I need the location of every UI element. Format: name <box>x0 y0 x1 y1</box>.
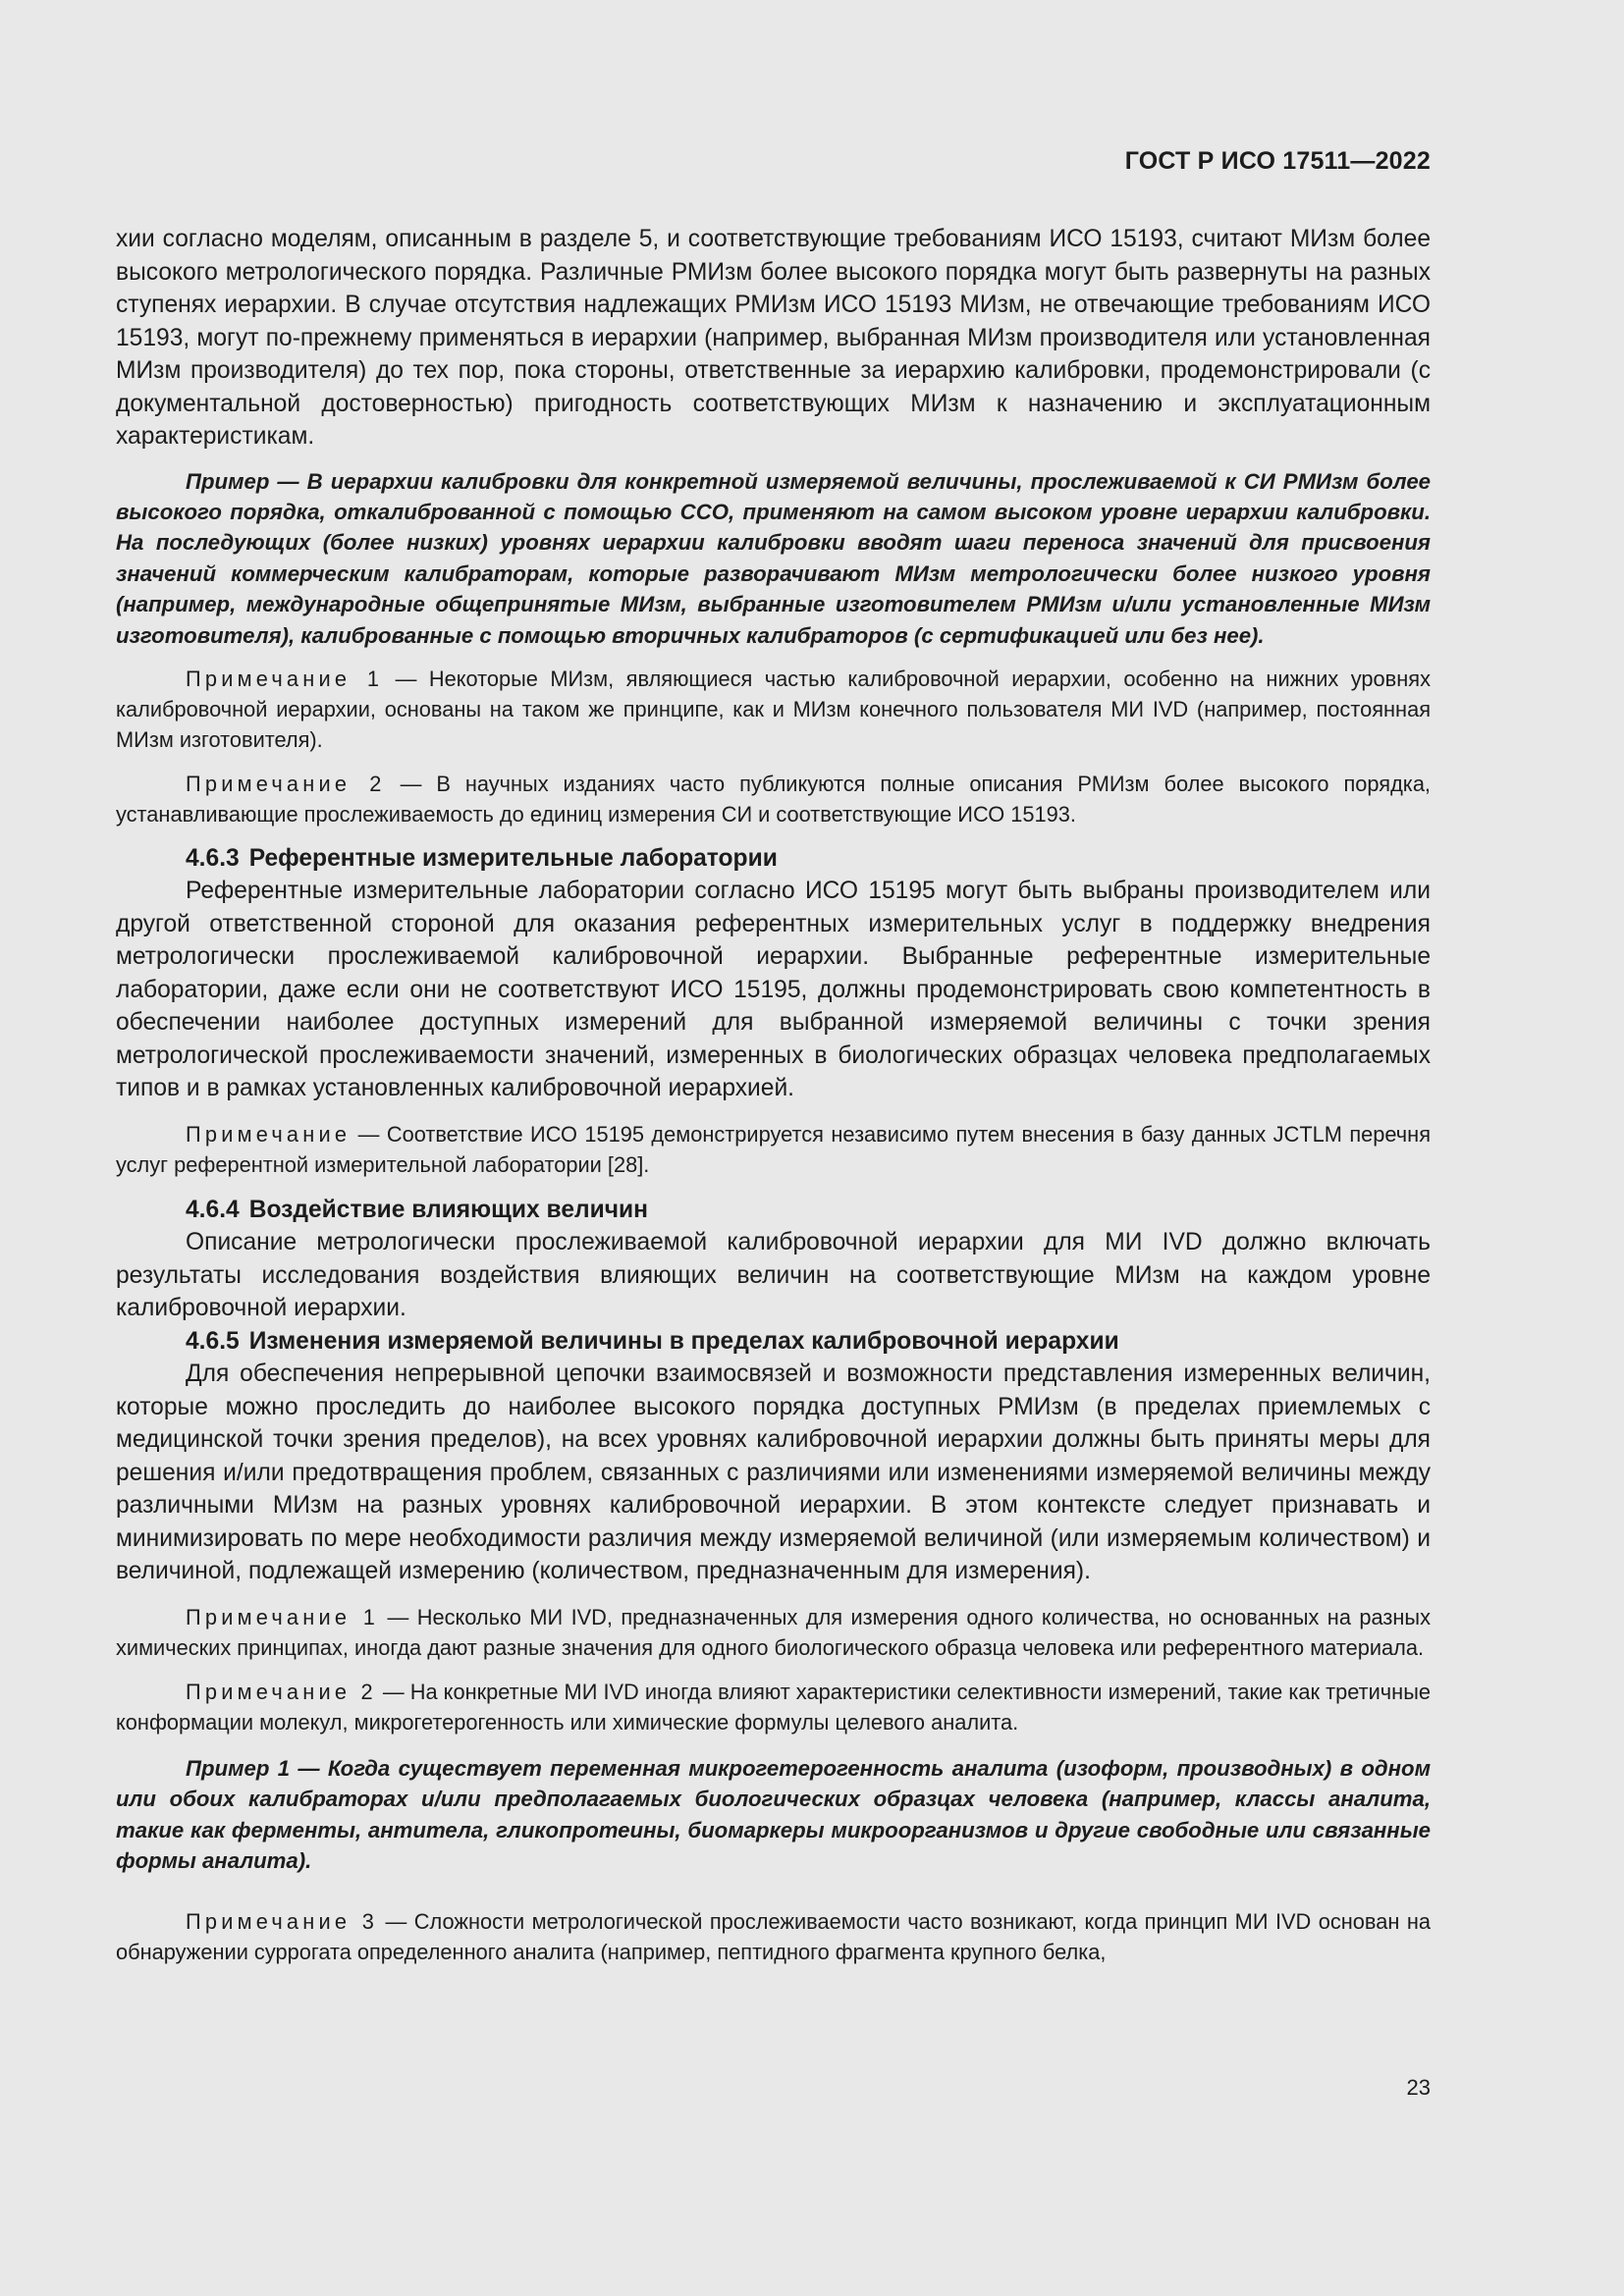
paragraph-4-6-4: Описание метрологически прослеживаемой калибровочной иерархии для МИ IVD должно включать результаты исследования воздействия влияющих величин на соответствующие МИзм на каждом уровне калибровочной иерархии. <box>116 1229 1431 1322</box>
note-text: — В научных изданиях часто публикуются полные описания РМИзм более высокого порядка, устанавливающие прослеживаемость до единиц измерения СИ и соответствующие ИСО 15193. <box>116 771 1431 827</box>
example-calibration-hierarchy: Пример — В иерархии калибровки для конкретной измеряемой величины, прослеживаемой к СИ РМИзм более высокого порядка, откалиброванной с помощью ССО, применяют на самом высоком уровне иерархии калибровки. На последующих (более низких) уровнях иерархии калибровки вводят шаги переноса значений для присвоения значений коммерческим калибраторам, которые разворачивают МИзм метрологически более низкого уровня (например, международные общепринятые МИзм, выбранные изготовителем РМИзм и/или установленные МИзм изготовителя), калиброванные с помощью вторичных калибраторов (с сертификацией или без нее). <box>116 468 1431 648</box>
note-label: Примечание 2 <box>186 1679 377 1704</box>
section-heading-4-6-5 <box>116 1325 1431 1359</box>
note-text: — Сложности метрологической прослеживаемости часто возникают, когда принцип МИ IVD основан на обнаружении суррогата определенного аналита (например, пептидного фрагмента крупного белка, <box>116 1908 1431 1964</box>
note-label: Примечание 3 <box>186 1908 379 1934</box>
paragraph-4-6-5: Для обеспечения непрерывной цепочки взаимосвязей и возможности представления измеренных величин, которые можно проследить до наиболее высокого порядка доступных РМИзм (в пределах приемлемых с медицинской точки зрения пределов), на всех уровнях калибровочной иерархии должны быть приняты меры для решения и/или предотвращения проблем, связанных с различиями или изменениями измеряемой величины между различными МИзм на разных уровнях калибровочной иерархии. В этом контексте следует признавать и минимизировать по мере необходимости различия между измеряемой величиной (или измеряемым количеством) и величиной, подлежащей измерению (количеством, предназначенным для измерения). <box>116 1361 1431 1585</box>
section-title: Референтные измерительные лаборатории <box>248 844 778 872</box>
note-jctlm <box>116 1119 1431 1180</box>
note-3-surrogate <box>116 1906 1431 1967</box>
note-label: Примечание 2 <box>186 771 386 796</box>
note-2-selectivity <box>116 1677 1431 1737</box>
note-text: — Некоторые МИзм, являющиеся частью калибровочной иерархии, особенно на нижних уровнях калибровочной иерархии, основаны на таком же принципе, как и МИзм конечного пользователя МИ IVD (например, постоянная МИзм изготовителя). <box>116 666 1431 752</box>
section-title: Воздействие влияющих величин <box>248 1196 649 1223</box>
note-text: — Несколько МИ IVD, предназначенных для измерения одного количества, но основанных на разных химических принципах, иногда дают разные значения для одного биологического образца человека или референтного материала. <box>116 1604 1431 1660</box>
note-label: Примечание 1 <box>186 666 384 691</box>
section-number: 4.6.4 <box>186 1196 240 1223</box>
paragraph-4-6-3: Референтные измерительные лаборатории согласно ИСО 15195 могут быть выбраны производителем или другой ответственной стороной для оказания референтных измерительных услуг в поддержку внедрения метрологически прослеживаемой калибровочной иерархии. Выбранные референтные измерительные лаборатории, даже если они не соответствуют ИСО 15195, должны продемонстрировать свою компетентность в обеспечении наиболее доступных измерений для выбранной измеряемой величины с точки зрения метрологической прослеживаемости значений, измеренных в биологических образцах человека предполагаемых типов и в рамках установленных калибровочной иерархией. <box>116 878 1431 1102</box>
section-title: Изменения измеряемой величины в пределах калибровочной иерархии <box>248 1327 1119 1355</box>
note-1-chemical-principles <box>116 1602 1431 1663</box>
paragraph-intro: хии согласно моделям, описанным в разделе 5, и соответствующие требованиям ИСО 15193, считают МИзм более высокого метрологического порядка. Различные РМИзм более высокого порядка могут быть развернуты на разных ступенях иерархии. В случае отсутствия надлежащих РМИзм ИСО 15193 МИзм, не отвечающие требованиям ИСО 15193, могут по-прежнему применяться в иерархии (например, выбранная МИзм производителя или установленная МИзм производителя) до тех пор, пока стороны, ответственные за иерархию калибровки, продемонстрировали (с документальной достоверностью) пригодность соответствующих МИзм к назначению и эксплуатационным характеристикам. <box>116 226 1431 450</box>
note-1-calibration-levels <box>116 664 1431 755</box>
document-header: ГОСТ Р ИСО 17511—2022 <box>1124 147 1431 175</box>
section-heading-4-6-3 <box>116 842 1431 876</box>
page-content <box>116 223 1431 1967</box>
section-heading-4-6-4 <box>116 1194 1431 1227</box>
section-number: 4.6.3 <box>186 844 240 872</box>
note-2-scientific-publications <box>116 769 1431 829</box>
page-number: 23 <box>1406 2075 1431 2100</box>
section-number: 4.6.5 <box>186 1327 240 1355</box>
note-text: — Соответствие ИСО 15195 демонстрируется независимо путем внесения в базу данных JCTLM перечня услуг референтной измерительной лаборатории [28]. <box>116 1121 1431 1177</box>
example-1-microheterogeneity: Пример 1 — Когда существует переменная микрогетерогенность аналита (изоформ, производных) в одном или обоих калибраторах и/или предполагаемых биологических образцах человека (например, классы аналита, такие как ферменты, антитела, гликопротеины, биомаркеры микроорганизмов и другие свободные или связанные формы аналита). <box>116 1755 1431 1874</box>
note-label: Примечание <box>186 1121 352 1147</box>
note-text: — На конкретные МИ IVD иногда влияют характеристики селективности измерений, такие как третичные конформации молекул, микрогетерогенность или химические формулы целевого аналита. <box>116 1679 1431 1735</box>
note-label: Примечание 1 <box>186 1604 380 1629</box>
